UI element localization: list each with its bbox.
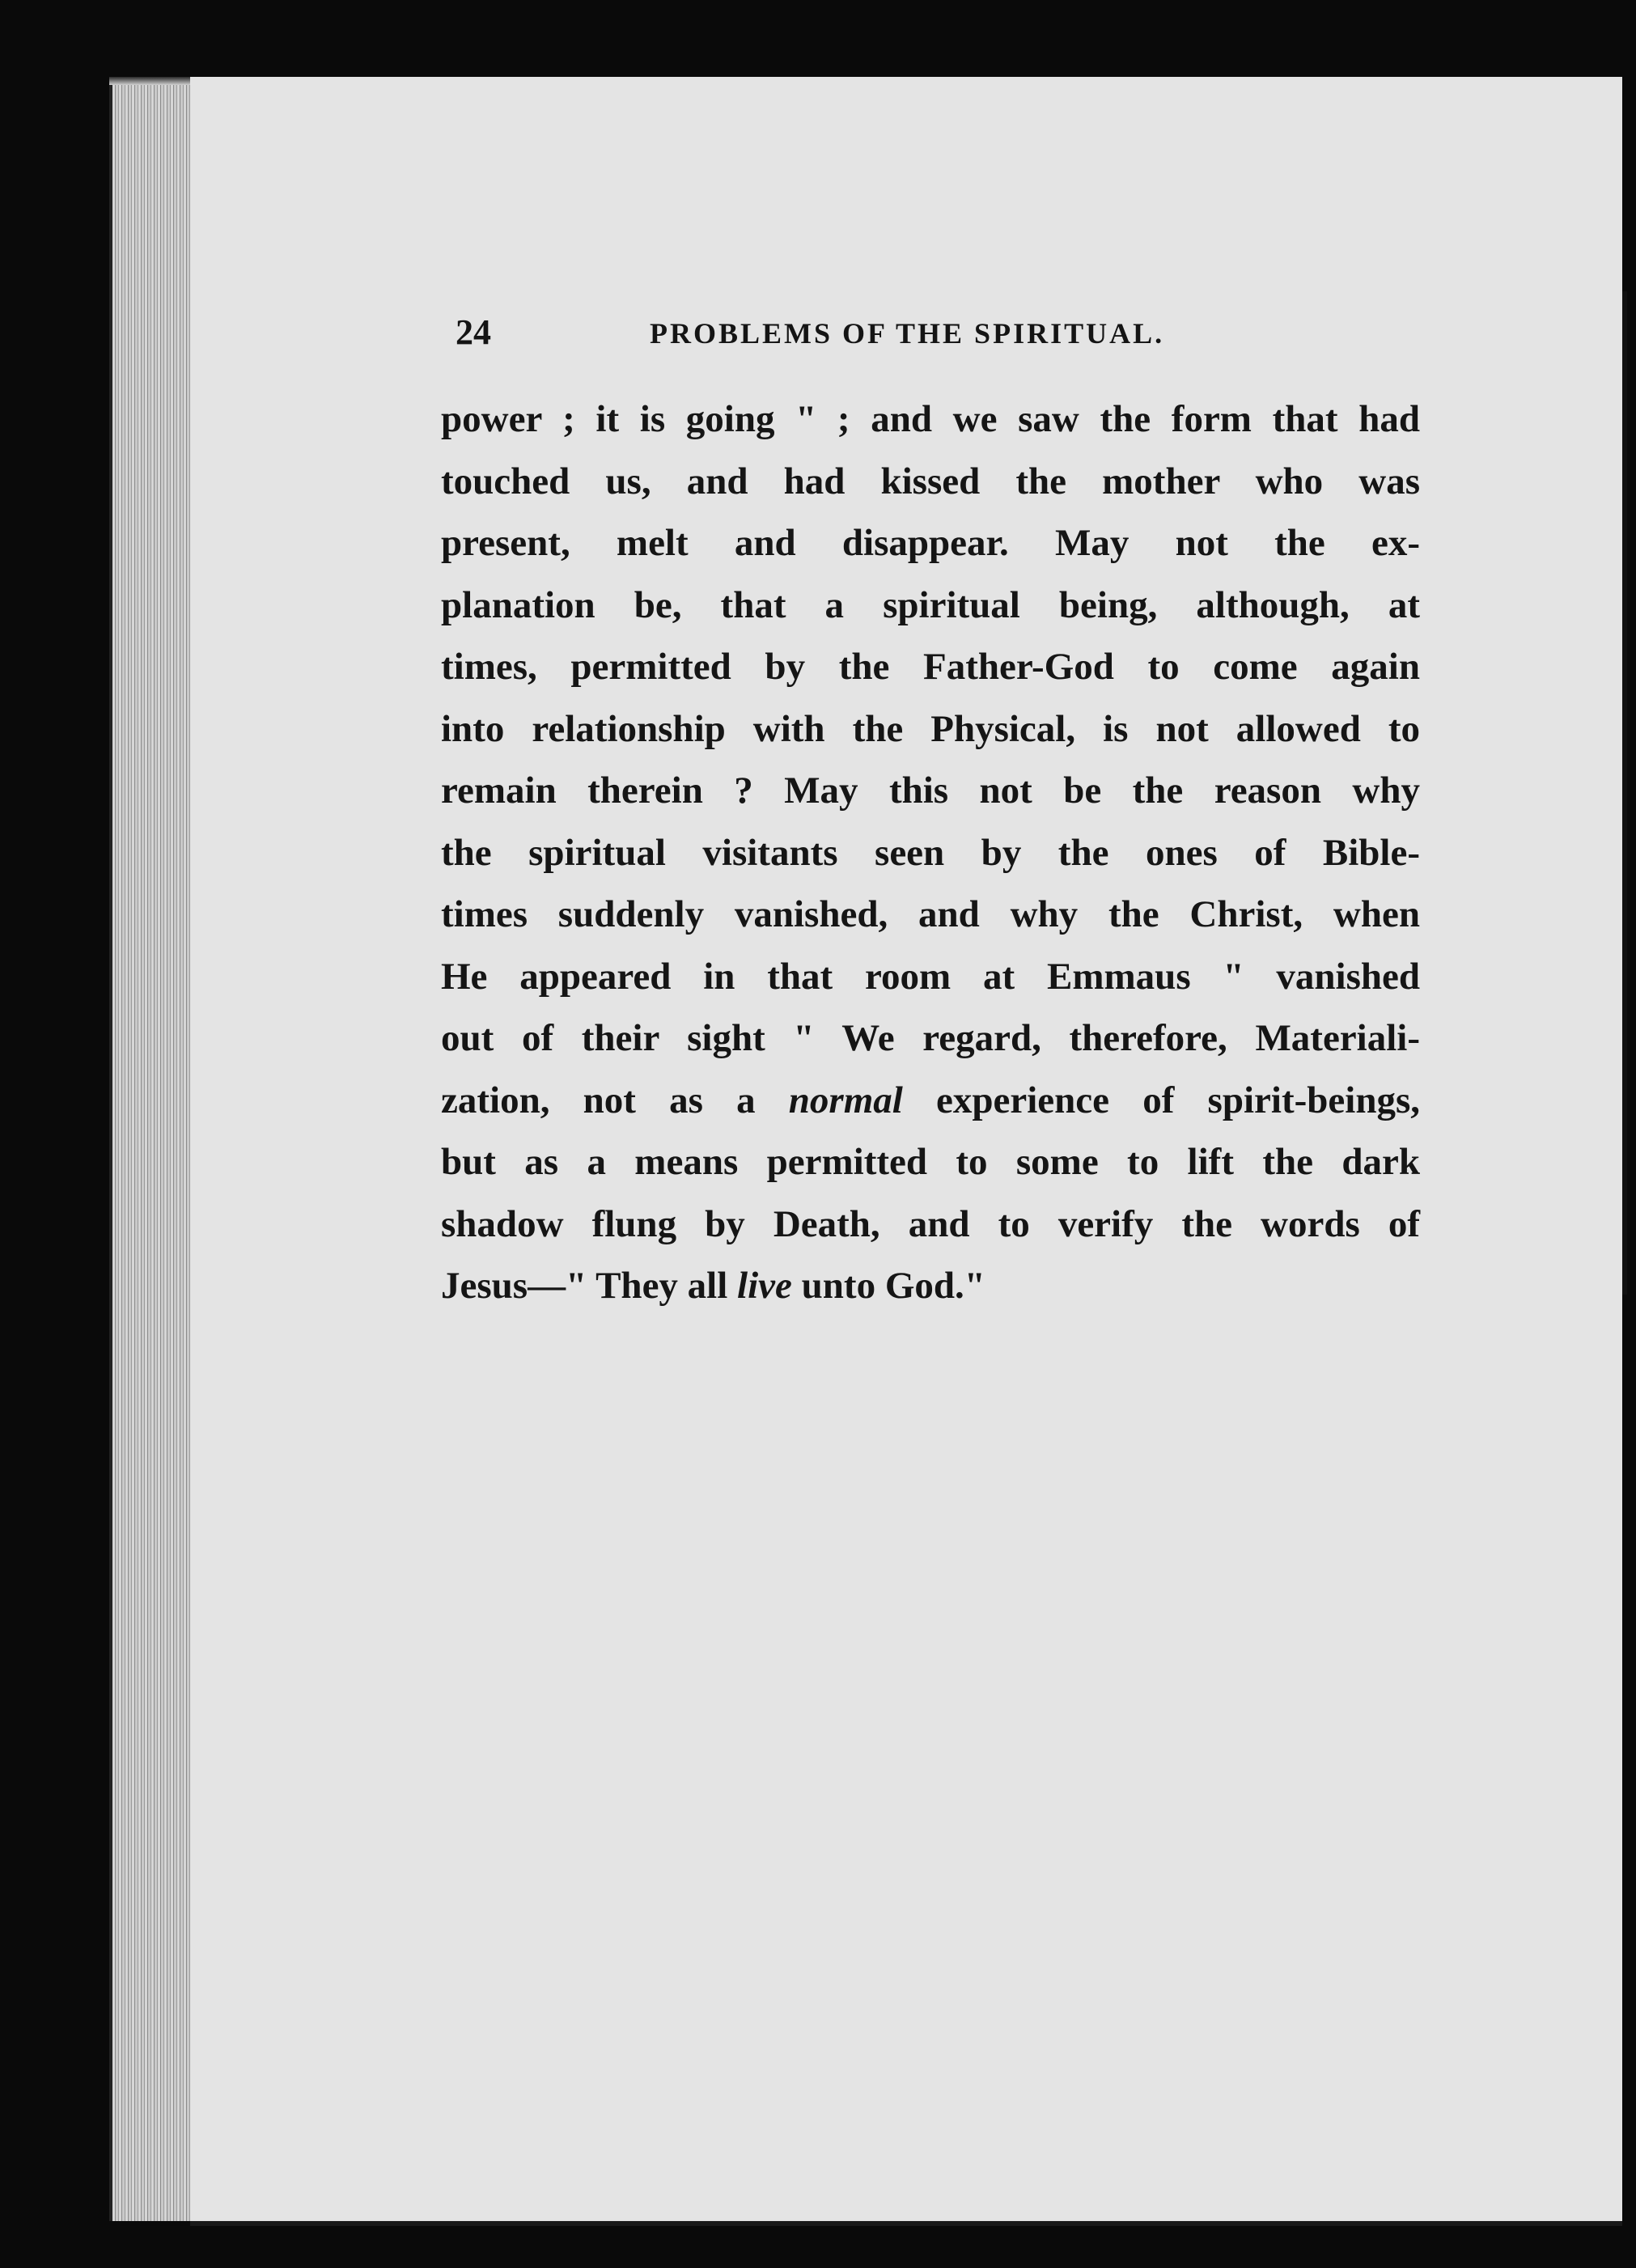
text-line	[441, 1070, 1420, 1132]
text-line: times, permitted by the Father-God to come again	[441, 646, 1420, 688]
page-header	[456, 312, 1265, 360]
text-line: shadow flung by Death, and to verify the words of	[441, 1202, 1420, 1245]
text-segment: zation, not as a	[441, 1079, 789, 1121]
scan-border-mark	[1622, 291, 1627, 1295]
body-text	[441, 388, 1420, 1317]
text-segment: experience of spirit-beings,	[902, 1079, 1420, 1121]
text-line: out of their sight " We regard, therefore, Materiali-	[441, 1017, 1420, 1059]
text-line: He appeared in that room at Emmaus " vanished	[441, 955, 1420, 998]
text-line: but as a means permitted to some to lift the dark	[441, 1141, 1420, 1183]
text-line: remain therein ? May this not be the reason why	[441, 769, 1420, 812]
text-line: touched us, and had kissed the mother who was	[441, 460, 1420, 502]
text-line: times suddenly vanished, and why the Christ, when	[441, 893, 1420, 935]
text-line: planation be, that a spiritual being, although, at	[441, 583, 1420, 626]
italic-word: live	[737, 1265, 792, 1307]
page-number: 24	[456, 312, 491, 352]
text-line	[441, 1255, 1420, 1317]
text-line: present, melt and disappear. May not the ex-	[441, 522, 1420, 564]
italic-word: normal	[788, 1079, 903, 1121]
text-segment: unto God."	[791, 1265, 985, 1307]
page-stack-edges	[109, 85, 201, 2221]
text-segment: Jesus—" They all	[441, 1265, 738, 1307]
text-line: into relationship with the Physical, is not allowed to	[441, 707, 1420, 750]
running-title: PROBLEMS OF THE SPIRITUAL.	[650, 317, 1165, 350]
text-line: power ; it is going " ; and we saw the form that had	[441, 398, 1420, 440]
text-line: the spiritual visitants seen by the ones of Bible-	[441, 831, 1420, 874]
